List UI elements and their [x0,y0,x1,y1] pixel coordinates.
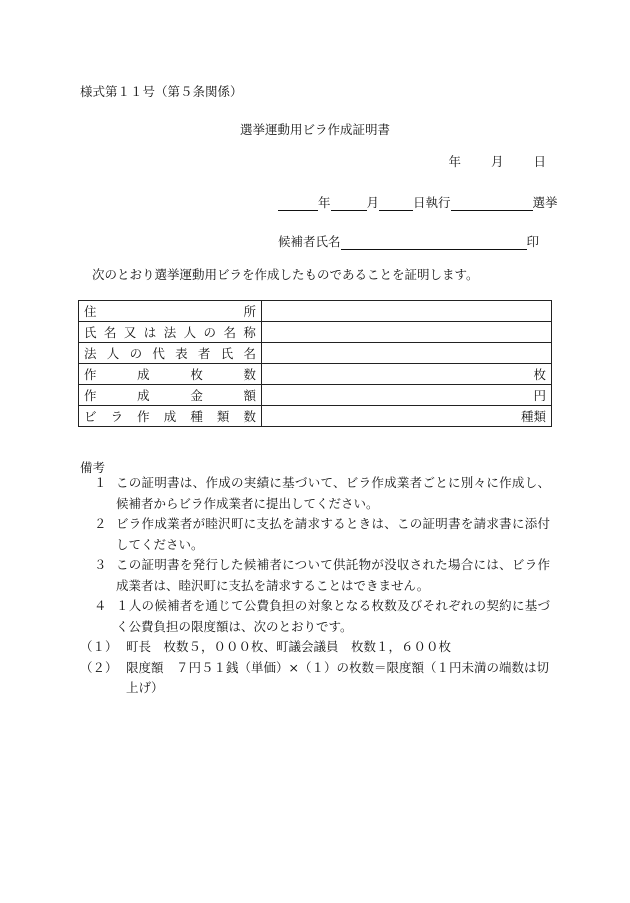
candidate-line [278,232,539,250]
row-label-text [84,302,256,320]
label-char: 金 [190,388,203,403]
row-value-field[interactable] [262,406,552,427]
label-char: 称 [243,325,256,340]
label-char: 成 [137,367,150,382]
table-row [79,406,552,427]
table-row [79,364,552,385]
remark-sub-item [80,658,550,699]
election-day-executed-label: 日執行 [413,195,451,210]
label-char: 名 [243,346,256,361]
form-number: 様式第１１号（第５条関係） [80,84,243,99]
label-char: 名 [223,325,236,340]
label-char: 名 [103,325,117,340]
vendor-info-table [78,300,552,427]
remark-number: ３ [94,557,107,572]
date-day: 日 [533,154,546,169]
label-char: の [203,325,217,340]
row-value-field[interactable] [262,385,552,406]
label-char: 代 [152,346,165,361]
election-day-blank[interactable] [379,196,413,211]
row-label [79,322,262,343]
row-label [79,406,262,427]
label-char: 成 [163,409,177,424]
date-month: 月 [490,154,504,169]
table-row [79,322,552,343]
label-char: 人 [183,325,197,340]
candidate-name-label: 候補者氏名 [278,234,341,249]
date-year: 年 [448,154,461,169]
label-char: 氏 [220,346,234,361]
election-year-label: 年 [318,195,331,210]
remark-number: ２ [94,516,107,531]
row-label [79,301,262,322]
remark-text: １人の候補者を通じて公費負担の対象となる枚数及びそれぞれの契約に基づく公費負担の限度額は、次のとおりです。 [116,598,550,634]
label-char: 住 [84,304,97,319]
seal-label: 印 [526,234,540,249]
sub-item-text: 町長 枚数５，０００枚、町議会議員 枚数１，６００枚 [126,639,452,654]
remark-number: １ [94,475,107,490]
label-char: 表 [175,346,188,361]
label-char: 数 [243,409,256,424]
sub-item-text: 限度額 ７円５１銭（単価）×（１）の枚数＝限度額（１円未満の端数は切上げ） [126,659,549,695]
remark-text: この証明書を発行した候補者について供託物が没収された場合には、ビラ作成業者は、睦沢町に支払を請求することはできません。 [116,557,550,593]
row-value-field[interactable] [262,343,552,364]
label-char: 成 [137,388,150,403]
remarks-list [80,473,550,699]
label-char: 者 [197,346,211,361]
row-unit: 種類 [520,409,546,424]
remark-text: ビラ作成業者が睦沢町に支払を請求するときは、この証明書を請求書に添付してください。 [116,516,550,552]
election-year-blank[interactable] [278,196,318,211]
election-line [278,193,558,211]
sub-item-number: （２） [80,659,118,675]
label-char: 種 [190,409,203,424]
remark-number: ４ [94,598,107,613]
label-char: 法 [163,325,177,340]
candidate-name-blank[interactable] [341,235,527,250]
label-char: 氏 [84,325,97,340]
label-char: 数 [243,367,256,382]
remark-note [80,555,550,596]
document-title: 選挙運動用ビラ作成証明書 [239,122,390,137]
row-unit: 円 [533,388,546,403]
table-row [79,385,552,406]
label-char: ビ [84,409,97,424]
row-unit: 枚 [533,367,546,382]
sub-item-number: （１） [80,639,118,654]
label-char: 類 [216,409,230,424]
remarks-title: 備考 [80,460,106,475]
date-line [448,152,546,170]
election-name-blank[interactable] [451,196,533,211]
row-value-field[interactable] [262,301,552,322]
remark-note [80,473,550,514]
row-label [79,343,262,364]
label-char: は [143,325,157,340]
row-label-text [84,407,256,425]
row-label [79,364,262,385]
table-row [79,343,552,364]
row-label-text [84,365,256,383]
row-label-text [84,344,256,362]
label-char: 作 [137,409,150,424]
election-month-label: 月 [366,195,380,210]
certification-statement: 次のとおり選挙運動用ビラを作成したものであることを証明します。 [92,267,479,282]
election-month-blank[interactable] [331,196,367,211]
label-char: の [129,346,143,361]
election-label: 選挙 [532,195,558,210]
label-char: 人 [106,346,120,361]
remark-sub-item [80,637,550,658]
label-char: 枚 [190,367,203,382]
label-char: 額 [243,388,256,403]
label-char: 作 [84,367,97,382]
label-char: 又 [123,325,137,340]
label-char: ラ [110,409,124,424]
row-label [79,385,262,406]
label-char: 法 [84,346,97,361]
table-row [79,301,552,322]
remark-text: この証明書は、作成の実績に基づいて、ビラ作成業者ごとに別々に作成し、候補者からビラ作成業者に提出してください。 [116,475,550,511]
row-label-text [84,386,256,404]
label-char: 所 [243,304,256,319]
row-value-field[interactable] [262,322,552,343]
row-value-field[interactable] [262,364,552,385]
row-label-text [84,323,256,341]
label-char: 作 [84,388,97,403]
remark-note [80,514,550,555]
remark-note [80,596,550,637]
